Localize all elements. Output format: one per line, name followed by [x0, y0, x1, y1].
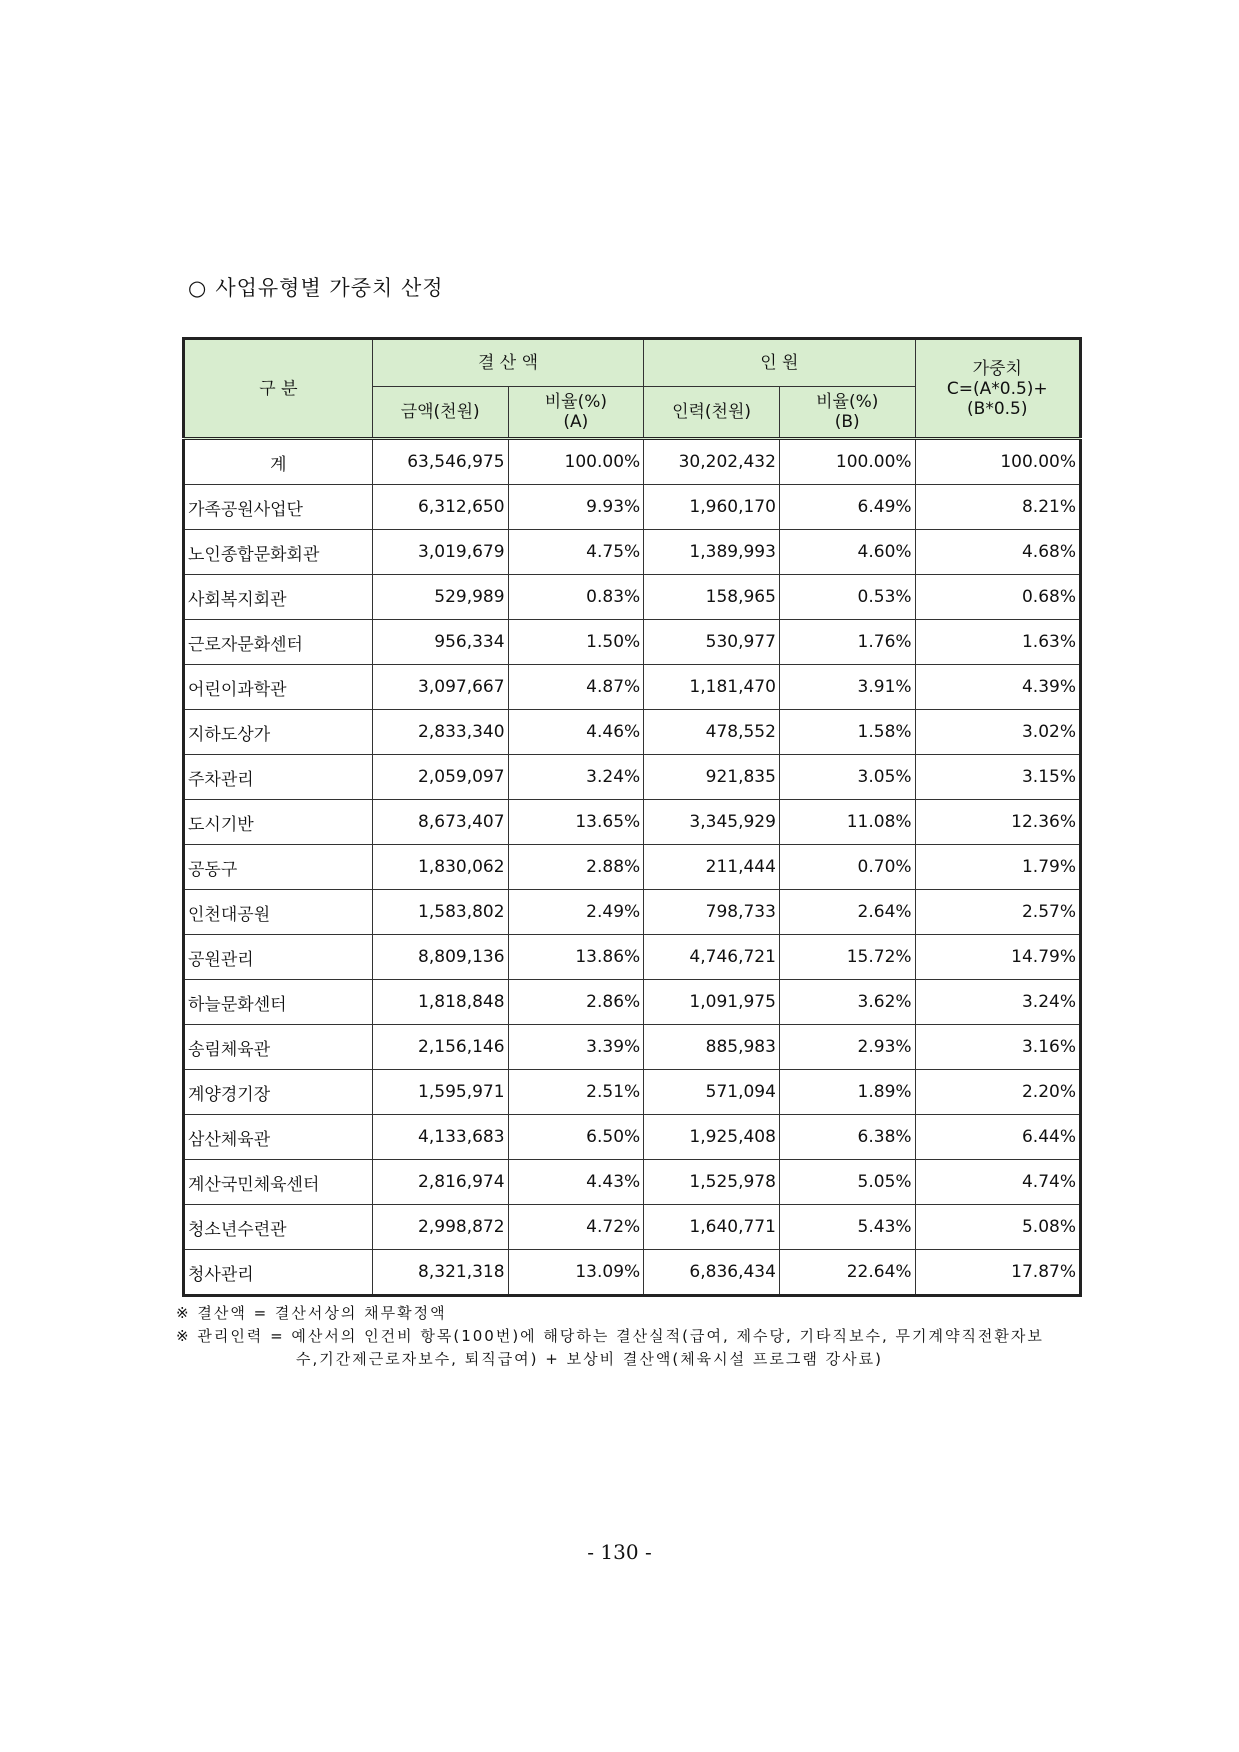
cell-staff: 530,977: [644, 620, 780, 665]
table-header: [184, 339, 1081, 439]
cell-name: 공동구: [184, 845, 373, 890]
header-ratio-a: [508, 387, 644, 439]
cell-ratio-a: 13.09%: [508, 1250, 644, 1296]
table-row: [184, 1025, 1081, 1070]
cell-name: 계: [184, 439, 373, 485]
table-row: [184, 755, 1081, 800]
cell-staff: 30,202,432: [644, 439, 780, 485]
cell-ratio-a: 2.86%: [508, 980, 644, 1025]
cell-ratio-a: 2.88%: [508, 845, 644, 890]
cell-staff: 4,746,721: [644, 935, 780, 980]
footnote-staff: ※ 관리인력 = 예산서의 인건비 항목(100번)에 해당하는 결산실적(급여, 제수당, 기타직보수, 무기계약직전환자보: [176, 1327, 1044, 1345]
cell-weight: 17.87%: [915, 1250, 1080, 1296]
cell-staff: 1,181,470: [644, 665, 780, 710]
cell-staff: 1,091,975: [644, 980, 780, 1025]
cell-amount: 8,809,136: [372, 935, 508, 980]
table-row: [184, 575, 1081, 620]
cell-weight: 4.68%: [915, 530, 1080, 575]
cell-ratio-b: 2.64%: [779, 890, 915, 935]
cell-amount: 2,156,146: [372, 1025, 508, 1070]
cell-name: 송림체육관: [184, 1025, 373, 1070]
table-row: [184, 1250, 1081, 1296]
cell-ratio-b: 3.62%: [779, 980, 915, 1025]
cell-weight: 3.02%: [915, 710, 1080, 755]
cell-staff: 885,983: [644, 1025, 780, 1070]
cell-weight: 2.57%: [915, 890, 1080, 935]
cell-ratio-a: 6.50%: [508, 1115, 644, 1160]
cell-ratio-b: 0.70%: [779, 845, 915, 890]
table-row: [184, 620, 1081, 665]
cell-name: 근로자문화센터: [184, 620, 373, 665]
cell-ratio-b: 6.49%: [779, 485, 915, 530]
cell-weight: 3.24%: [915, 980, 1080, 1025]
cell-name: 계산국민체육센터: [184, 1160, 373, 1205]
table-body: [184, 439, 1081, 1296]
cell-ratio-b: 1.58%: [779, 710, 915, 755]
table-row: [184, 1160, 1081, 1205]
table-row: [184, 935, 1081, 980]
cell-weight: 1.79%: [915, 845, 1080, 890]
cell-ratio-b: 3.91%: [779, 665, 915, 710]
cell-weight: 3.16%: [915, 1025, 1080, 1070]
cell-name: 가족공원사업단: [184, 485, 373, 530]
cell-amount: 1,830,062: [372, 845, 508, 890]
cell-amount: 956,334: [372, 620, 508, 665]
header-ratio-a-label: 비율(%): [544, 392, 607, 412]
cell-weight: 12.36%: [915, 800, 1080, 845]
header-settlement: 결 산 액: [372, 339, 643, 387]
cell-ratio-b: 1.89%: [779, 1070, 915, 1115]
cell-ratio-b: 3.05%: [779, 755, 915, 800]
header-ratio-b: [779, 387, 915, 439]
cell-amount: 2,833,340: [372, 710, 508, 755]
cell-ratio-b: 2.93%: [779, 1025, 915, 1070]
cell-ratio-a: 4.75%: [508, 530, 644, 575]
cell-name: 사회복지회관: [184, 575, 373, 620]
cell-amount: 1,583,802: [372, 890, 508, 935]
cell-amount: 2,816,974: [372, 1160, 508, 1205]
cell-amount: 2,059,097: [372, 755, 508, 800]
total-row: [184, 439, 1081, 485]
cell-ratio-b: 4.60%: [779, 530, 915, 575]
cell-name: 공원관리: [184, 935, 373, 980]
cell-name: 하늘문화센터: [184, 980, 373, 1025]
table-row: [184, 1205, 1081, 1250]
cell-amount: 529,989: [372, 575, 508, 620]
cell-amount: 4,133,683: [372, 1115, 508, 1160]
cell-weight: 8.21%: [915, 485, 1080, 530]
cell-weight: 4.39%: [915, 665, 1080, 710]
cell-staff: 158,965: [644, 575, 780, 620]
table-row: [184, 800, 1081, 845]
cell-ratio-a: 4.46%: [508, 710, 644, 755]
header-weight-formula: C=(A*0.5)+(B*0.5): [946, 378, 1048, 419]
footnote-staff-continued: 수,기간제근로자보수, 퇴직급여) + 보상비 결산액(체육시설 프로그램 강사료): [296, 1350, 883, 1368]
cell-staff: 211,444: [644, 845, 780, 890]
cell-name: 청소년수련관: [184, 1205, 373, 1250]
cell-ratio-a: 0.83%: [508, 575, 644, 620]
cell-ratio-b: 5.43%: [779, 1205, 915, 1250]
cell-ratio-b: 5.05%: [779, 1160, 915, 1205]
cell-name: 인천대공원: [184, 890, 373, 935]
cell-name: 주차관리: [184, 755, 373, 800]
table-row: [184, 485, 1081, 530]
header-staff-amount: 인력(천원): [644, 387, 780, 439]
cell-weight: 5.08%: [915, 1205, 1080, 1250]
weight-table: [182, 337, 1082, 1297]
cell-weight: 6.44%: [915, 1115, 1080, 1160]
header-weight: [915, 339, 1080, 439]
circle-bullet-icon: ○: [188, 276, 208, 300]
cell-staff: 1,640,771: [644, 1205, 780, 1250]
cell-staff: 798,733: [644, 890, 780, 935]
header-ratio-a-tag: (A): [563, 412, 589, 432]
cell-ratio-a: 4.43%: [508, 1160, 644, 1205]
cell-ratio-a: 2.51%: [508, 1070, 644, 1115]
cell-amount: 6,312,650: [372, 485, 508, 530]
section-heading: [188, 272, 444, 302]
header-weight-label: 가중치: [972, 358, 1022, 379]
cell-staff: 1,389,993: [644, 530, 780, 575]
table-row: [184, 890, 1081, 935]
cell-amount: 1,818,848: [372, 980, 508, 1025]
table-row: [184, 845, 1081, 890]
table-row: [184, 1115, 1081, 1160]
cell-amount: 3,019,679: [372, 530, 508, 575]
table-row: [184, 530, 1081, 575]
cell-ratio-b: 22.64%: [779, 1250, 915, 1296]
cell-ratio-a: 1.50%: [508, 620, 644, 665]
cell-amount: 63,546,975: [372, 439, 508, 485]
cell-weight: 2.20%: [915, 1070, 1080, 1115]
cell-ratio-b: 100.00%: [779, 439, 915, 485]
cell-weight: 100.00%: [915, 439, 1080, 485]
cell-weight: 14.79%: [915, 935, 1080, 980]
cell-amount: 2,998,872: [372, 1205, 508, 1250]
header-amount: 금액(천원): [372, 387, 508, 439]
table-row: [184, 980, 1081, 1025]
cell-ratio-b: 0.53%: [779, 575, 915, 620]
cell-name: 지하도상가: [184, 710, 373, 755]
cell-ratio-b: 6.38%: [779, 1115, 915, 1160]
cell-ratio-b: 1.76%: [779, 620, 915, 665]
footnote-settlement: ※ 결산액 = 결산서상의 채무확정액: [176, 1304, 447, 1322]
cell-ratio-b: 15.72%: [779, 935, 915, 980]
cell-ratio-a: 9.93%: [508, 485, 644, 530]
cell-ratio-a: 13.86%: [508, 935, 644, 980]
cell-name: 삼산체육관: [184, 1115, 373, 1160]
cell-weight: 3.15%: [915, 755, 1080, 800]
cell-name: 계양경기장: [184, 1070, 373, 1115]
cell-staff: 921,835: [644, 755, 780, 800]
header-staff: 인 원: [644, 339, 915, 387]
table-row: [184, 665, 1081, 710]
cell-amount: 1,595,971: [372, 1070, 508, 1115]
cell-staff: 3,345,929: [644, 800, 780, 845]
cell-ratio-a: 3.39%: [508, 1025, 644, 1070]
header-ratio-b-label: 비율(%): [816, 392, 879, 412]
cell-amount: 8,321,318: [372, 1250, 508, 1296]
cell-ratio-a: 100.00%: [508, 439, 644, 485]
cell-staff: 571,094: [644, 1070, 780, 1115]
cell-staff: 478,552: [644, 710, 780, 755]
cell-name: 어린이과학관: [184, 665, 373, 710]
cell-staff: 1,925,408: [644, 1115, 780, 1160]
cell-staff: 6,836,434: [644, 1250, 780, 1296]
cell-ratio-a: 13.65%: [508, 800, 644, 845]
cell-amount: 3,097,667: [372, 665, 508, 710]
cell-amount: 8,673,407: [372, 800, 508, 845]
cell-staff: 1,960,170: [644, 485, 780, 530]
cell-staff: 1,525,978: [644, 1160, 780, 1205]
cell-name: 노인종합문화회관: [184, 530, 373, 575]
cell-ratio-a: 2.49%: [508, 890, 644, 935]
cell-name: 도시기반: [184, 800, 373, 845]
cell-weight: 1.63%: [915, 620, 1080, 665]
cell-weight: 4.74%: [915, 1160, 1080, 1205]
cell-ratio-a: 3.24%: [508, 755, 644, 800]
footnotes: [176, 1302, 1044, 1371]
table-row: [184, 710, 1081, 755]
cell-ratio-b: 11.08%: [779, 800, 915, 845]
header-ratio-b-tag: (B): [834, 412, 860, 432]
cell-ratio-a: 4.87%: [508, 665, 644, 710]
cell-name: 청사관리: [184, 1250, 373, 1296]
section-title: 사업유형별 가중치 산정: [215, 276, 444, 300]
cell-weight: 0.68%: [915, 575, 1080, 620]
table-row: [184, 1070, 1081, 1115]
header-category: 구 분: [184, 339, 373, 439]
cell-ratio-a: 4.72%: [508, 1205, 644, 1250]
page-number: - 130 -: [587, 1540, 652, 1564]
